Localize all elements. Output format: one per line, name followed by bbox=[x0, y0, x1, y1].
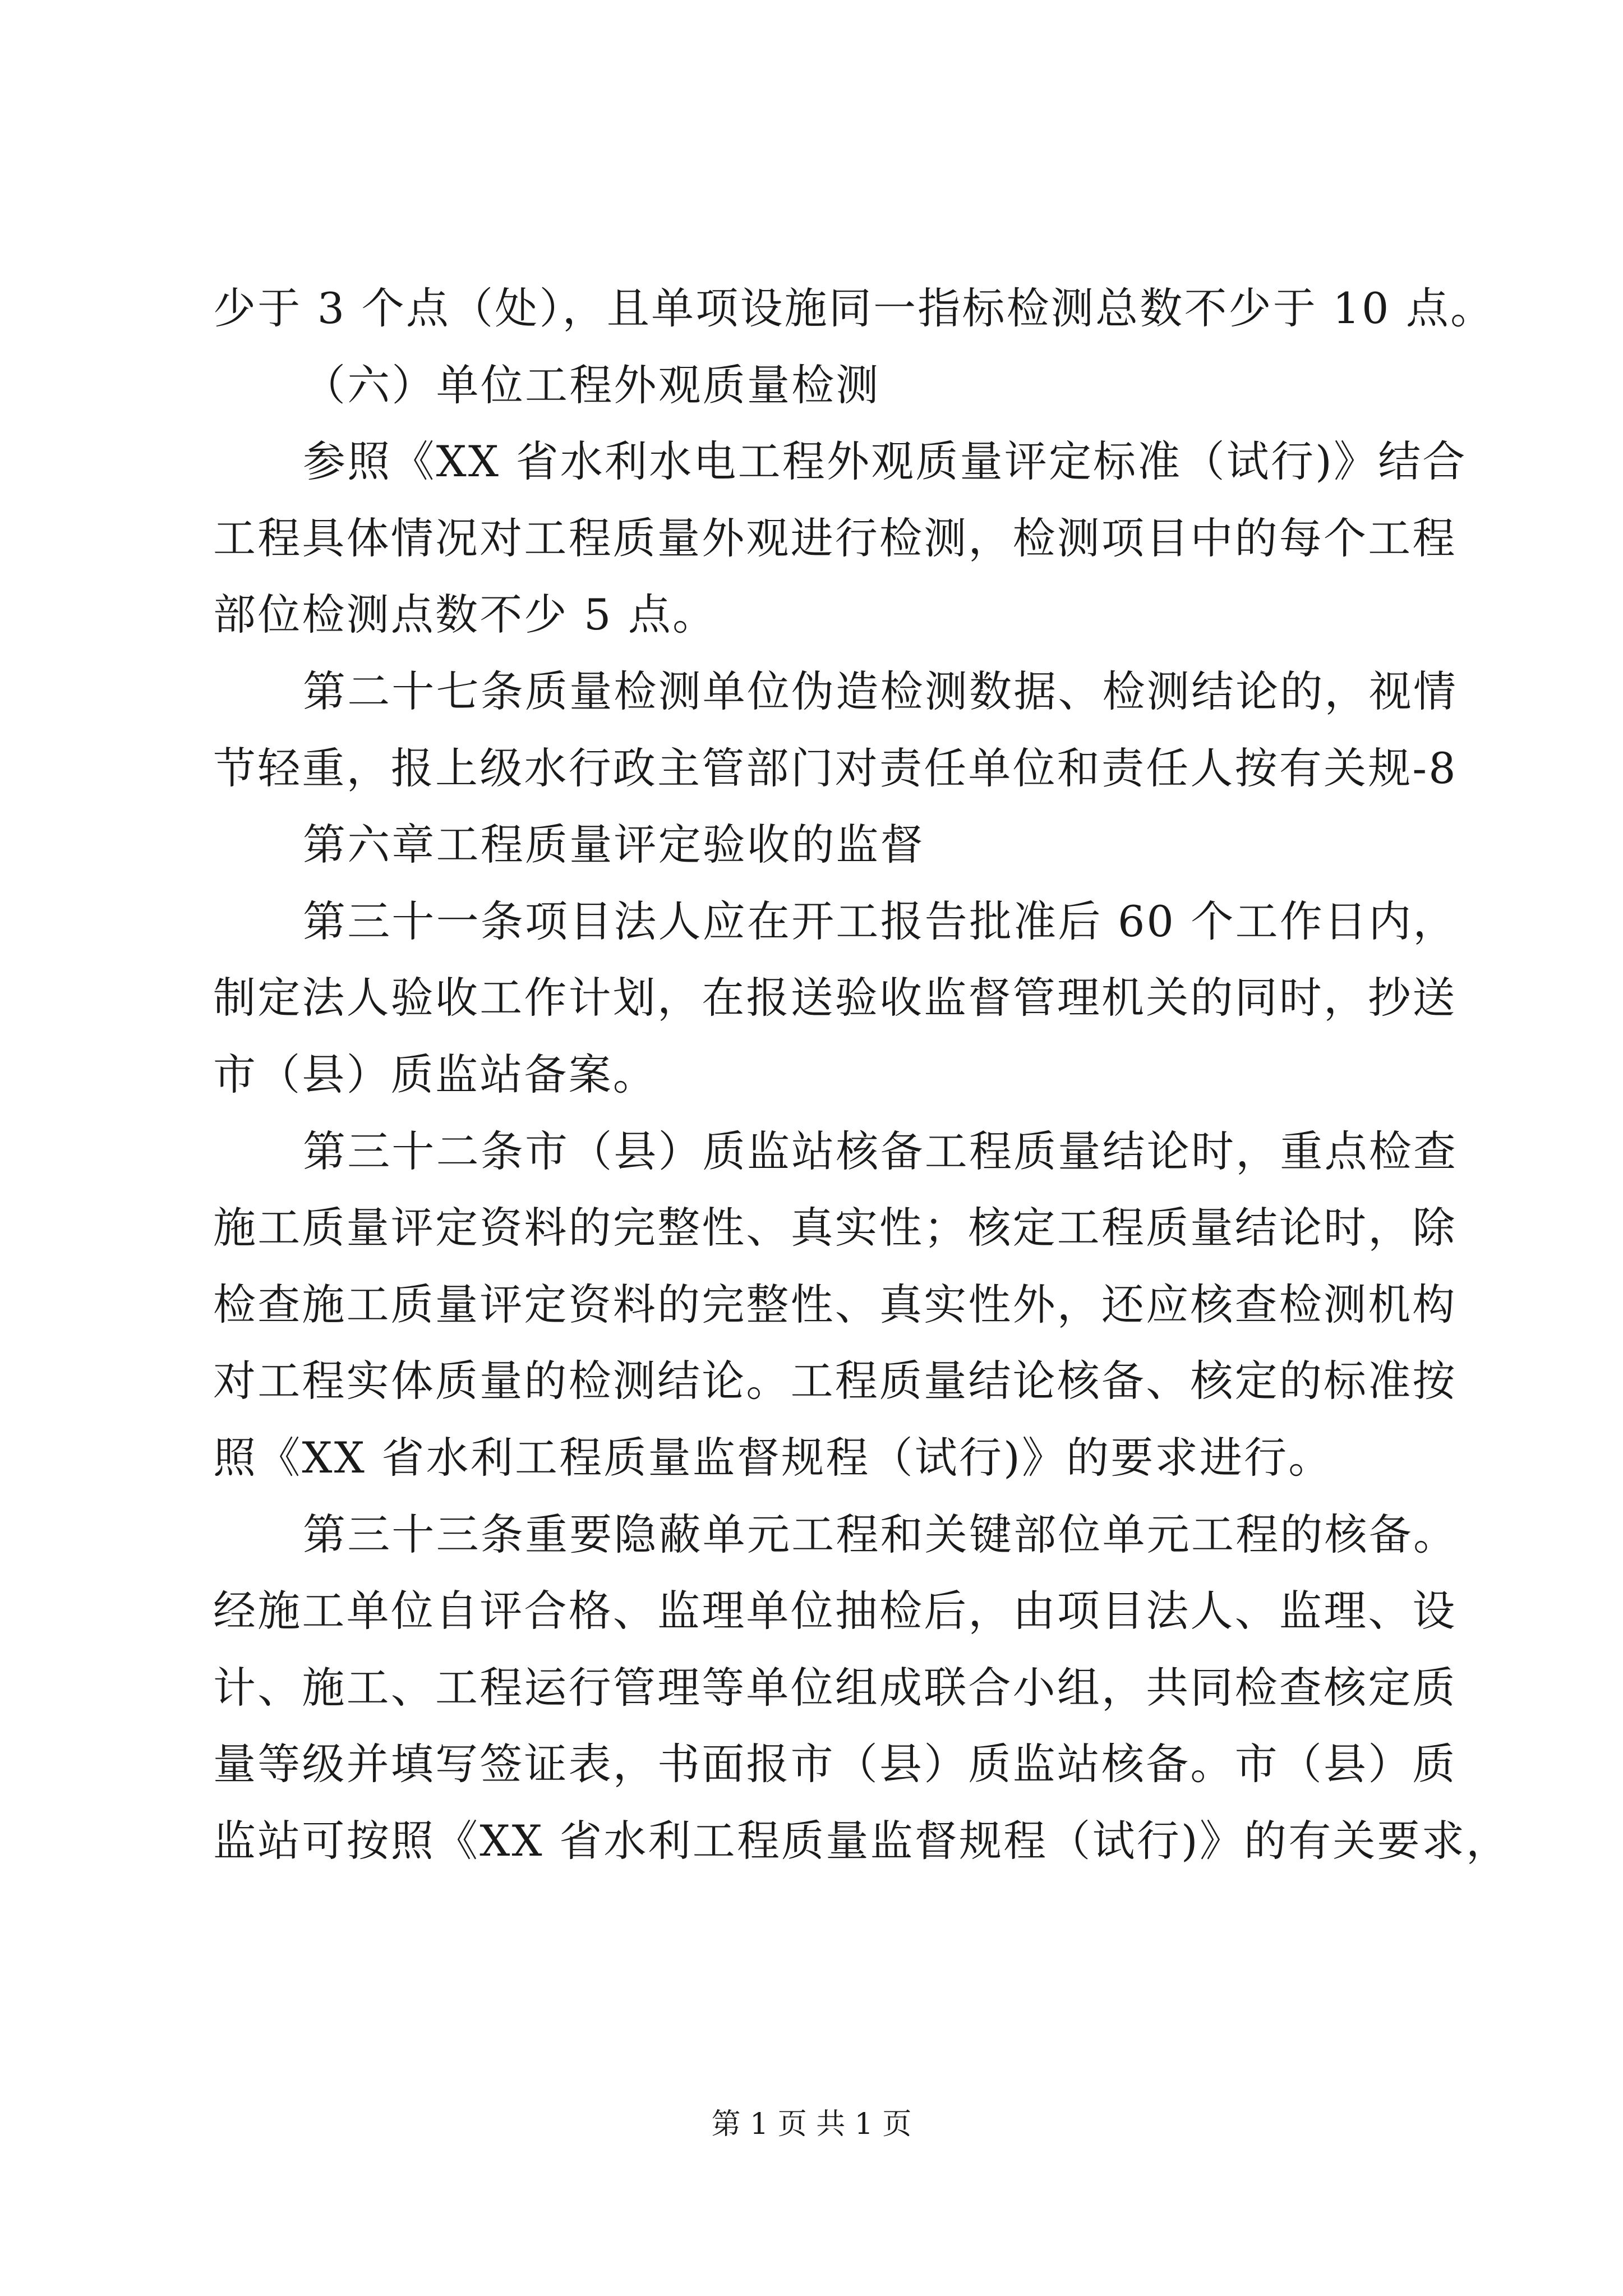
text-line-5: 部位检测点数不少 5 点。 bbox=[213, 590, 717, 640]
text-line-10: 制定法人验收工作计划，在报送验收监督管理机关的同时，抄送 bbox=[213, 973, 1457, 1023]
text-line-15: 对工程实体质量的检测结论。工程质量结论核备、核定的标准按 bbox=[213, 1356, 1457, 1406]
text-line-17: 第三十三条重要隐蔽单元工程和关键部位单元工程的核备。 bbox=[303, 1509, 1458, 1559]
text-line-20: 量等级并填写签证表，书面报市（县）质监站核备。市（县）质 bbox=[213, 1739, 1457, 1789]
text-line-2: （六）单位工程外观质量检测 bbox=[303, 360, 880, 410]
text-line-3: 参照《XX 省水利水电工程外观质量评定标准（试行)》结合 bbox=[303, 436, 1467, 487]
text-line-7: 节轻重，报上级水行政主管部门对责任单位和责任人按有关规-8 bbox=[213, 743, 1458, 793]
text-line-4: 工程具体情况对工程质量外观进行检测，检测项目中的每个工程 bbox=[213, 513, 1457, 563]
text-line-21: 监站可按照《XX 省水利工程质量监督规程（试行)》的有关要求， bbox=[213, 1815, 1511, 1866]
text-line-6: 第二十七条质量检测单位伪造检测数据、检测结论的，视情 bbox=[303, 666, 1458, 716]
text-line-18: 经施工单位自评合格、监理单位抽检后，由项目法人、监理、设 bbox=[213, 1586, 1457, 1636]
document-body bbox=[213, 270, 1511, 1879]
text-line-11: 市（县）质监站备案。 bbox=[213, 1049, 657, 1099]
text-line-19: 计、施工、工程运行管理等单位组成联合小组，共同检查核定质 bbox=[213, 1662, 1457, 1713]
text-line-14: 检查施工质量评定资料的完整性、真实性外，还应核查检测机构 bbox=[213, 1279, 1457, 1329]
page-footer: 第 1 页 共 1 页 bbox=[711, 2108, 912, 2141]
text-line-16: 照《XX 省水利工程质量监督规程（试行)》的要求进行。 bbox=[213, 1432, 1333, 1483]
text-line-1: 少于 3 个点（处），且单项设施同一指标检测总数不少于 10 点。 bbox=[213, 283, 1495, 333]
text-line-9: 第三十一条项目法人应在开工报告批准后 60 个工作日内， bbox=[303, 896, 1458, 946]
text-line-13: 施工质量评定资料的完整性、真实性；核定工程质量结论时，除 bbox=[213, 1203, 1457, 1253]
chapter-heading: 第六章工程质量评定验收的监督 bbox=[303, 820, 925, 870]
text-line-12: 第三十二条市（县）质监站核备工程质量结论时，重点检查 bbox=[303, 1126, 1458, 1176]
